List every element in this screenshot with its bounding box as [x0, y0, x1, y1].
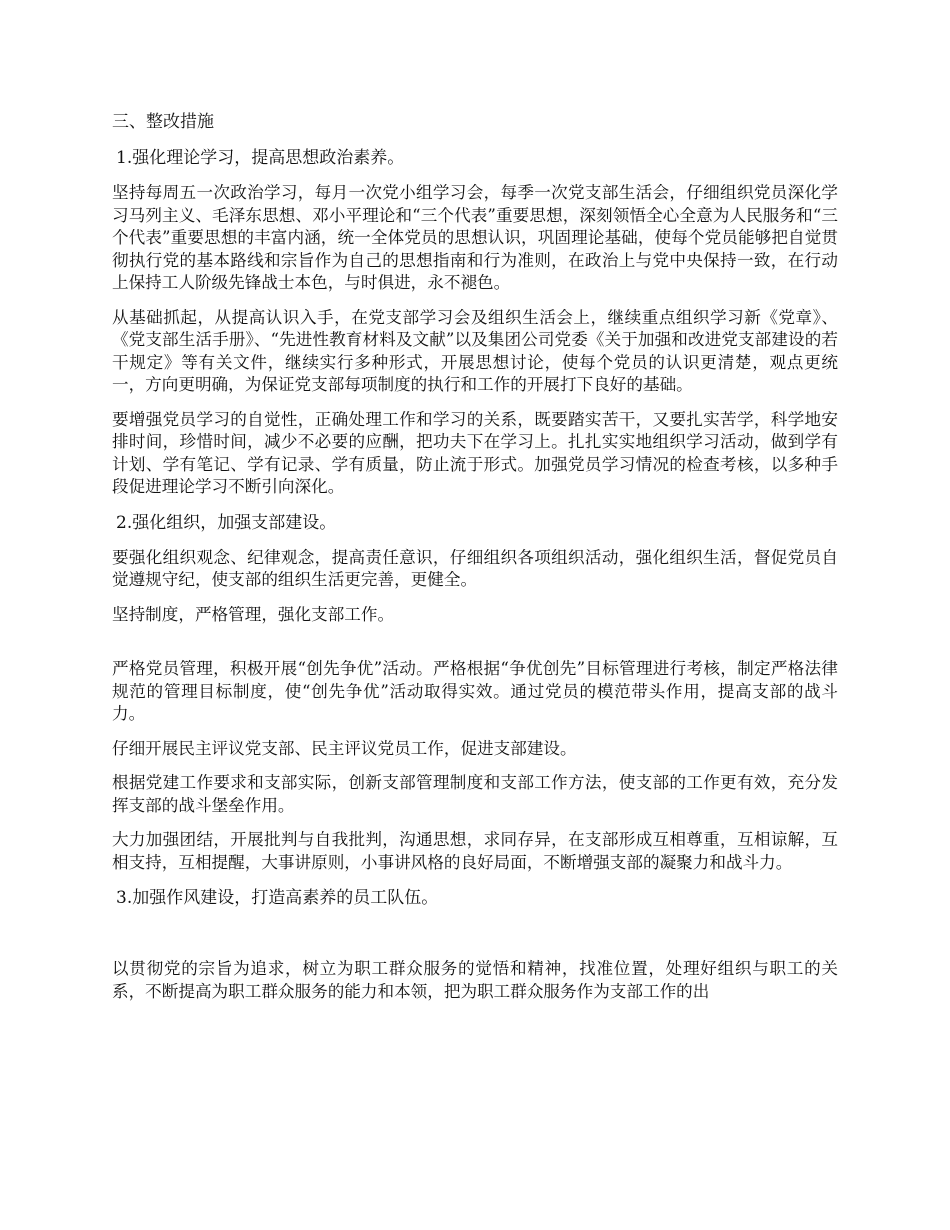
paragraph-7: 仔细开展民主评议党支部、民主评议党员工作，促进支部建设。 [112, 738, 577, 758]
paragraph-10: 以贯彻党的宗旨为追求，树立为职工群众服务的觉悟和精神，找准位置，处理好组织与职工的关系，不断提高为职工群众服务的能力和本领，把为职工群众服务作为支部工作的出 [112, 959, 838, 1001]
item-3-title: 3.加强作风建设，打造高素养的员工队伍。 [116, 888, 439, 908]
paragraph-3: 要增强党员学习的自觉性，正确处理工作和学习的关系，既要踏实苦干，又要扎实苦学，科学地安排时间，珍惜时间，减少不必要的应酬，把功夫下在学习上。扎扎实实地组织学习活动，做到学有计划、学有笔记、学有记录、学有质量，防止流于形式。加强党员学习情况的检查考核，以多种手段促进理论学习不断引向深化。 [112, 409, 838, 496]
paragraph-8: 根据党建工作要求和支部实际，创新支部管理制度和支部工作方法，使支部的工作更有效，充分发挥支部的战斗堡垒作用。 [112, 773, 838, 815]
item-2-title: 2.强化组织，加强支部建设。 [116, 512, 337, 533]
paragraph-1: 坚持每周五一次政治学习，每月一次党小组学习会，每季一次党支部生活会，仔细组织党员深化学习马列主义、毛泽东思想、邓小平理论和“三个代表”重要思想，深刻领悟全心全意为人民服务和“三个代表”重要思想的丰富内涵，统一全体党员的思想认识，巩固理论基础，使每个党员能够把自觉贯彻执行党的基本路线和宗旨作为自己的思想指南和行为准则，在政治上与党中央保持一致，在行动上保持工人阶级先锋战士本色，与时俱进，永不褪色。 [112, 183, 838, 292]
paragraph-6: 严格党员管理，积极开展“创先争优”活动。严格根据“争优创先”目标管理进行考核，制定严格法律规范的管理目标制度，使“创先争优”活动取得实效。通过党员的模范带头作用，提高支部的战斗力。 [112, 659, 838, 723]
paragraph-9: 大力加强团结，开展批判与自我批判，沟通思想，求同存异，在支部形成互相尊重，互相谅解，互相支持，互相提醒，大事讲原则，小事讲风格的良好局面，不断增强支部的凝聚力和战斗力。 [112, 830, 838, 872]
item-1-title: 1.强化理论学习，提高思想政治素养。 [116, 148, 405, 168]
paragraph-4: 要强化组织观念、纪律观念，提高责任意识，仔细组织各项组织活动，强化组织生活，督促党员自觉遵规守纪，使支部的组织生活更完善，更健全。 [112, 547, 838, 589]
section-title: 三、整改措施 [112, 112, 214, 132]
paragraph-2: 从基础抓起，从提高认识入手，在党支部学习会及组织生活会上，继续重点组织学习新《党章》、《党支部生活手册》、“先进性教育材料及文献”以及集团公司党委《关于加强和改进党支部建设的若干规定》等有关文件，继续实行多种形式，开展思想讨论，使每个党员的认识更清楚，观点更统一，方向更明确，为保证党支部每项制度的执行和工作的开展打下良好的基础。 [112, 307, 838, 394]
paragraph-5: 坚持制度，严格管理，强化支部工作。 [112, 604, 395, 624]
